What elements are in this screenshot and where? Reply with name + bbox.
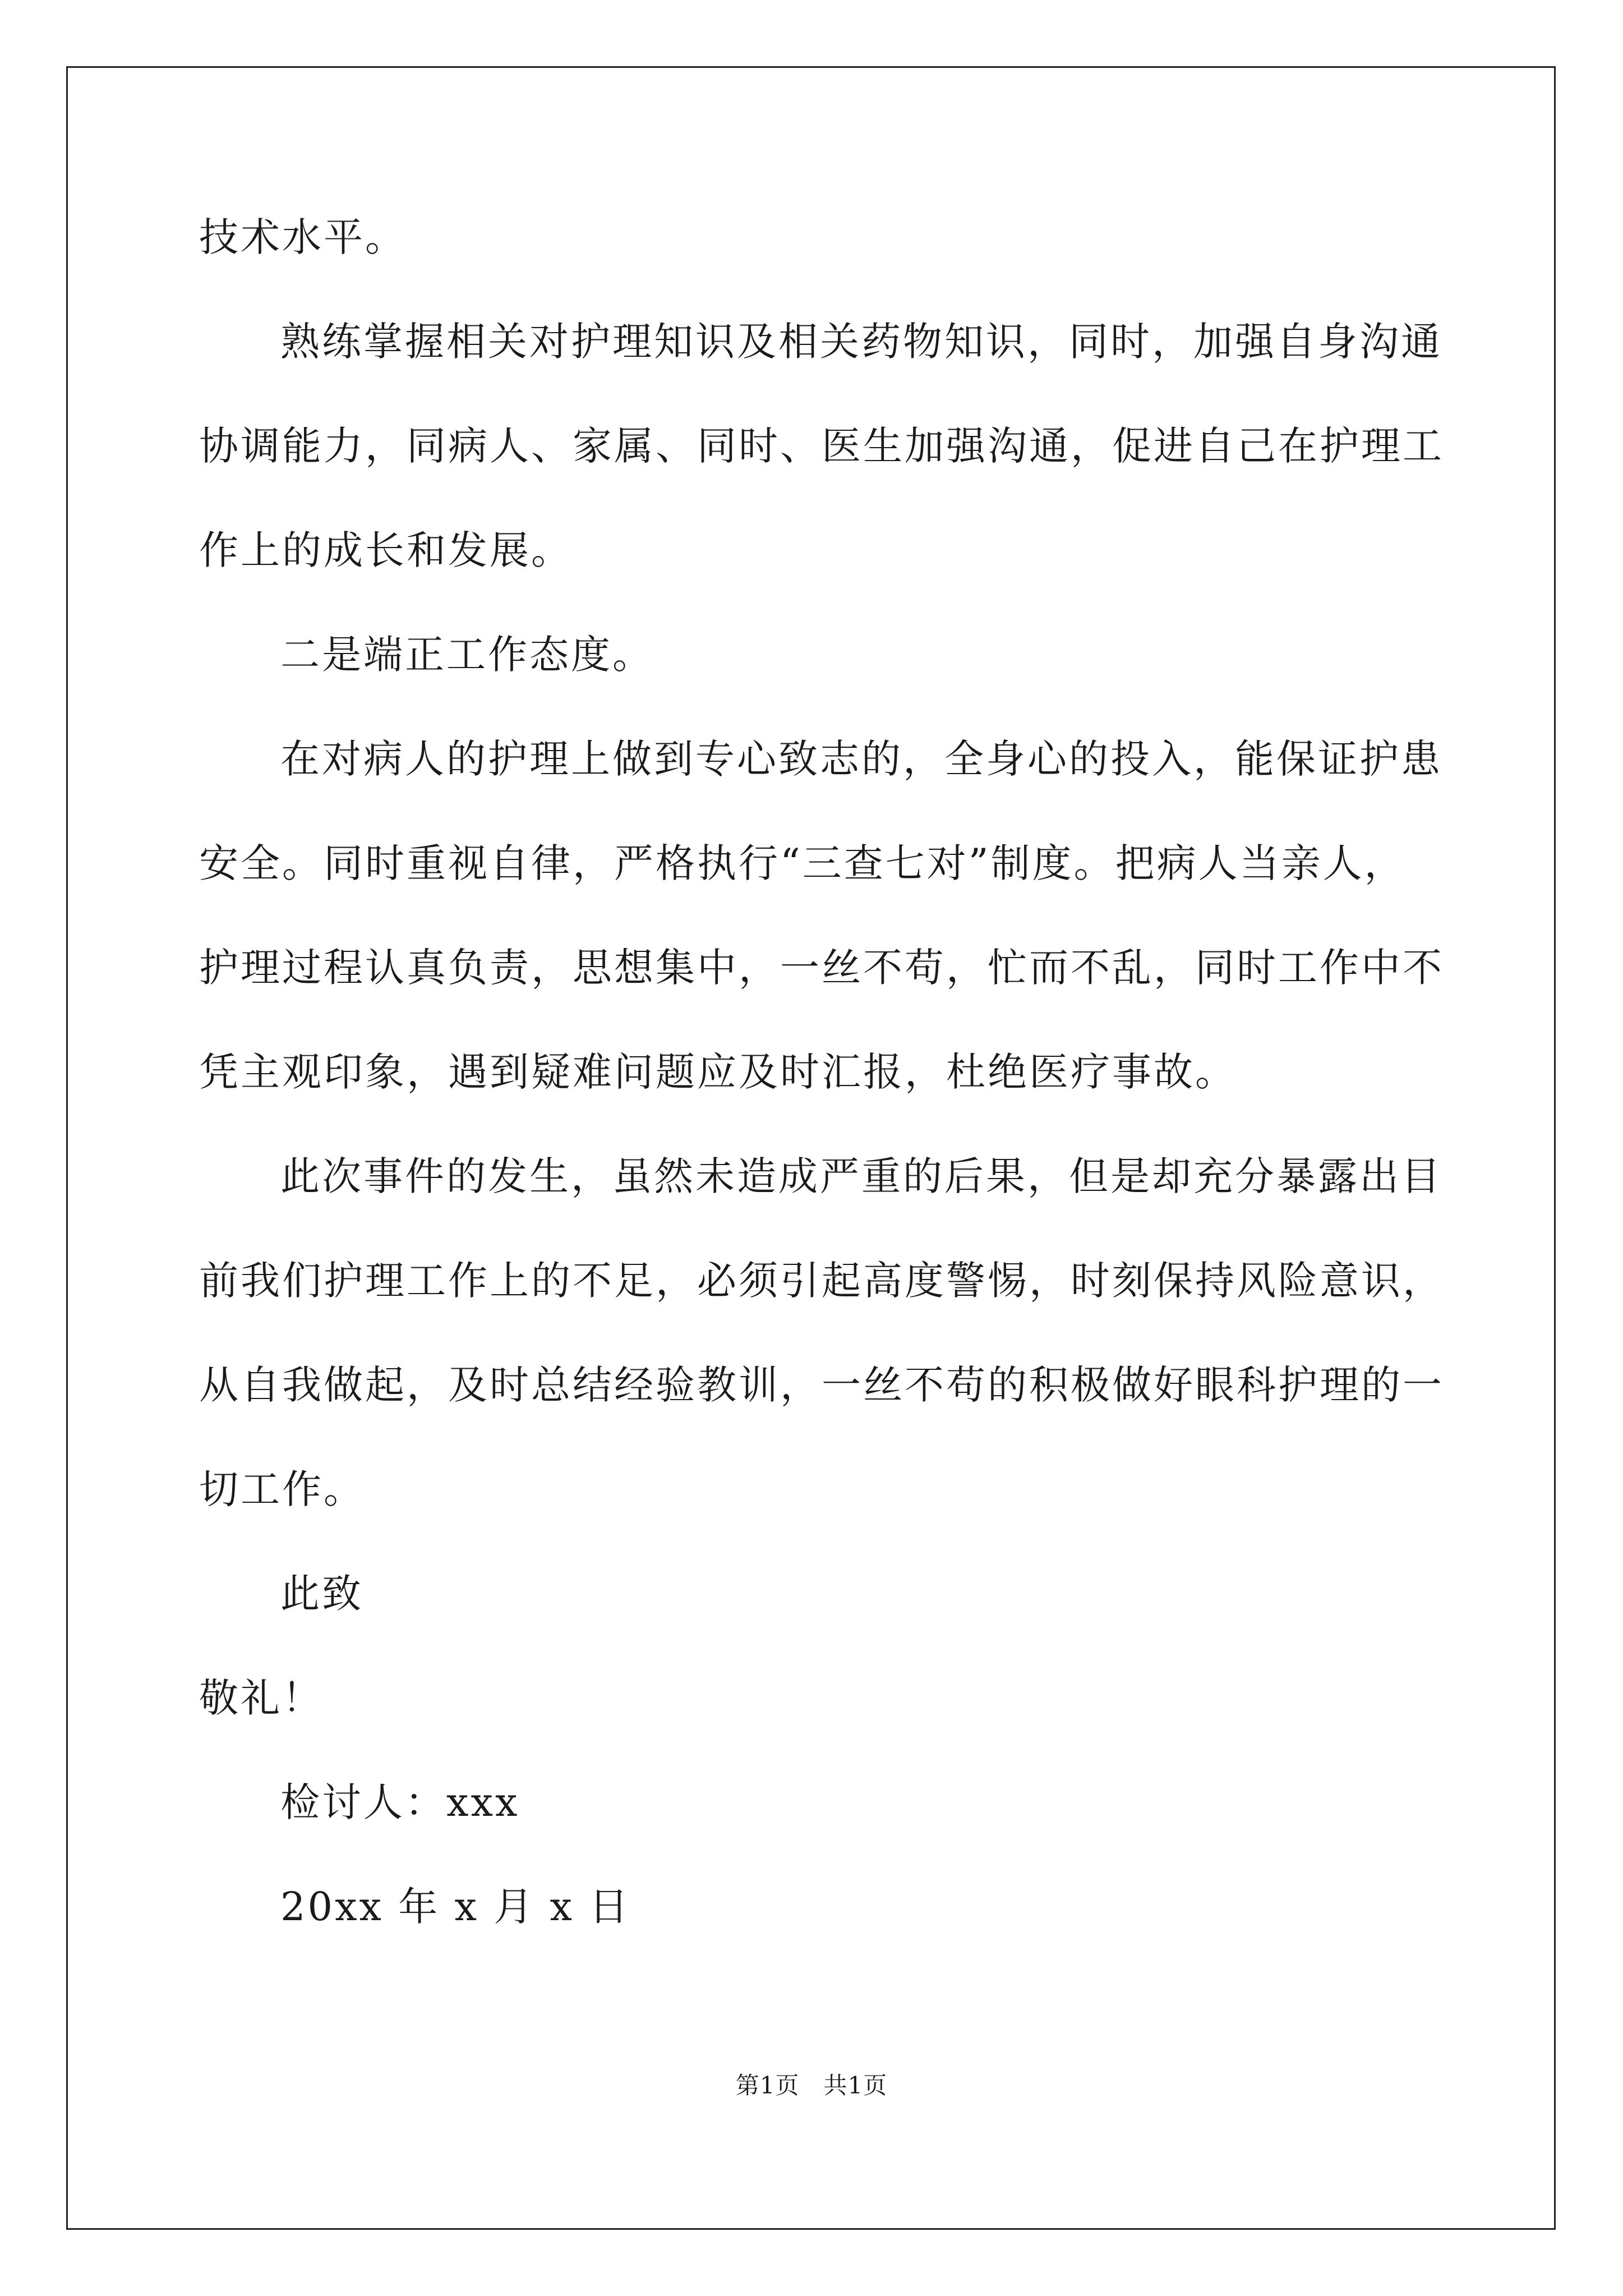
page-number: 第1页 共1页	[735, 2072, 888, 2099]
closing-salutation: 此致	[280, 1571, 363, 1617]
body-line: 切工作。	[199, 1466, 365, 1512]
body-line: 技术水平。	[199, 214, 407, 260]
body-line: 作上的成长和发展。	[199, 527, 573, 573]
body-line: 此次事件的发生，虽然未造成严重的后果，但是却充分暴露出目	[280, 1153, 1442, 1199]
body-line: 在对病人的护理上做到专心致志的，全身心的投入，能保证护患	[280, 736, 1442, 782]
body-line: 安全。同时重视自律，严格执行“三查七对”制度。把病人当亲人，	[199, 840, 1406, 886]
body-line: 前我们护理工作上的不足，必须引起高度警惕，时刻保持风险意识，	[199, 1258, 1444, 1304]
body-line: 二是端正工作态度。	[280, 632, 654, 678]
body-line: 从自我做起，及时总结经验教训，一丝不苟的积极做好眼科护理的一	[199, 1362, 1444, 1408]
body-line: 协调能力，同病人、家属、同时、医生加强沟通，促进自己在护理工	[199, 423, 1444, 469]
body-line: 凭主观印象，遇到疑难问题应及时汇报，杜绝医疗事故。	[199, 1049, 1237, 1095]
closing-regards: 敬礼！	[199, 1675, 324, 1721]
body-line: 护理过程认真负责，思想集中，一丝不苟，忙而不乱，同时工作中不	[199, 945, 1444, 991]
date-line: 20xx 年 x 月 x 日	[280, 1884, 631, 1930]
signature-line: 检讨人：xxx	[280, 1779, 520, 1825]
body-line: 熟练掌握相关对护理知识及相关药物知识，同时，加强自身沟通	[280, 319, 1442, 365]
